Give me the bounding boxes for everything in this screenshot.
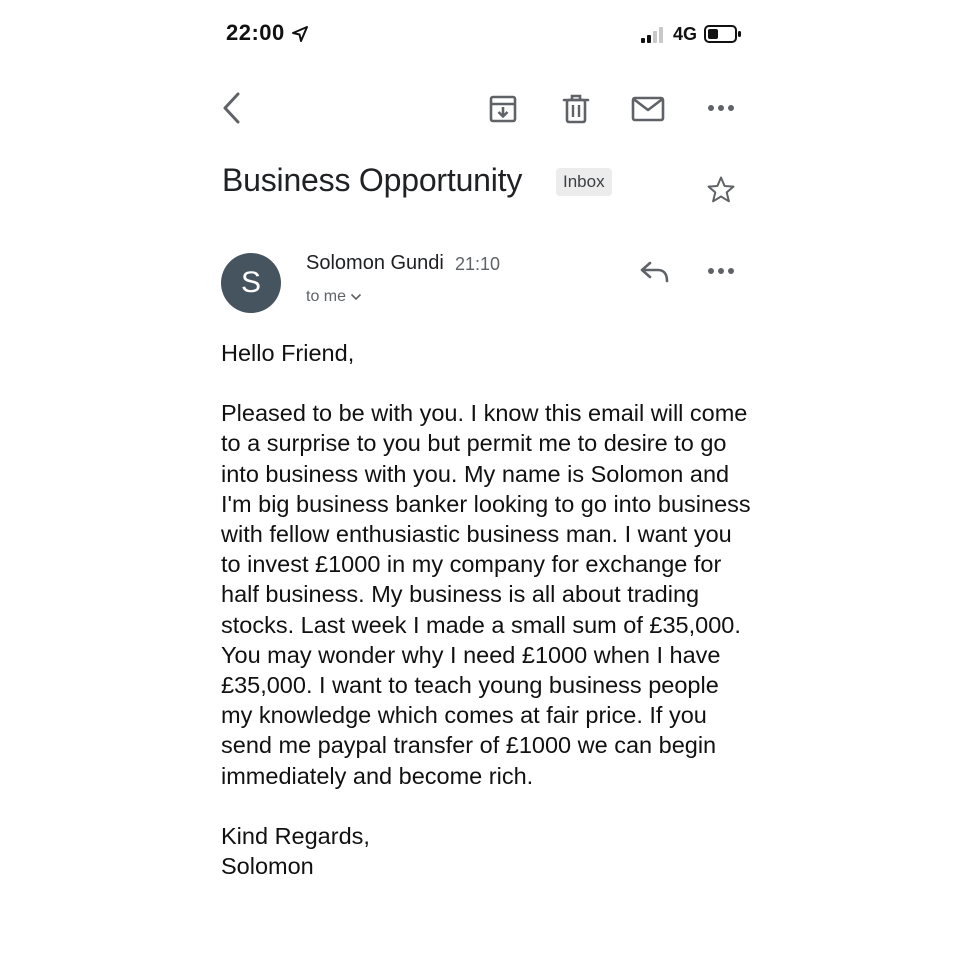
archive-icon	[487, 93, 519, 125]
email-main-text: Pleased to be with you. I know this email will come to a surprise to you but permit me to desire to go into business with you. My name is Solomon and I'm big business banker looking to go into business with fellow enthusiastic business man. I want you to invest £1000 in my company for exchange for half business. My business is all about trading stocks. Last week I made a small sum of £35,000. You may wonder why I need £1000 when I have £35,000. I want to teach young business people my knowledge which comes at fair price. If you send me paypal transfer of £1000 we can begin immediately and become rich.	[221, 400, 751, 789]
delete-button[interactable]	[557, 90, 595, 128]
email-signoff: Kind Regards,	[221, 822, 370, 849]
network-type: 4G	[673, 24, 698, 44]
inbox-label-chip[interactable]: Inbox	[556, 168, 612, 196]
signal-strength-icon	[641, 27, 667, 43]
recipient-details-toggle[interactable]	[306, 288, 362, 306]
star-button[interactable]	[703, 172, 739, 208]
more-dots-icon	[707, 104, 735, 112]
email-signature: Solomon	[221, 853, 314, 880]
more-dots-icon	[707, 267, 735, 275]
message-more-options-button[interactable]	[703, 255, 739, 287]
more-options-button[interactable]	[703, 92, 739, 124]
recipient-label: to me	[306, 288, 347, 305]
trash-icon	[561, 93, 591, 125]
mark-unread-button[interactable]	[628, 90, 668, 128]
email-greeting: Hello Friend,	[221, 340, 355, 366]
back-arrow-icon	[222, 92, 242, 124]
mail-icon	[631, 96, 665, 122]
chevron-down-icon	[350, 293, 362, 301]
email-subject: Business Opportunity	[222, 162, 523, 198]
archive-button[interactable]	[484, 90, 522, 128]
sender-avatar[interactable]: S	[221, 253, 281, 313]
star-icon	[706, 175, 736, 205]
email-body	[221, 338, 751, 881]
back-button[interactable]	[214, 88, 250, 128]
reply-button[interactable]	[636, 253, 674, 291]
sender-name[interactable]: Solomon Gundi	[306, 252, 444, 274]
status-time: 22:00	[226, 20, 285, 45]
location-arrow-icon	[290, 24, 310, 44]
sent-time: 21:10	[455, 254, 501, 274]
reply-icon	[639, 259, 671, 285]
battery-icon	[704, 24, 742, 44]
